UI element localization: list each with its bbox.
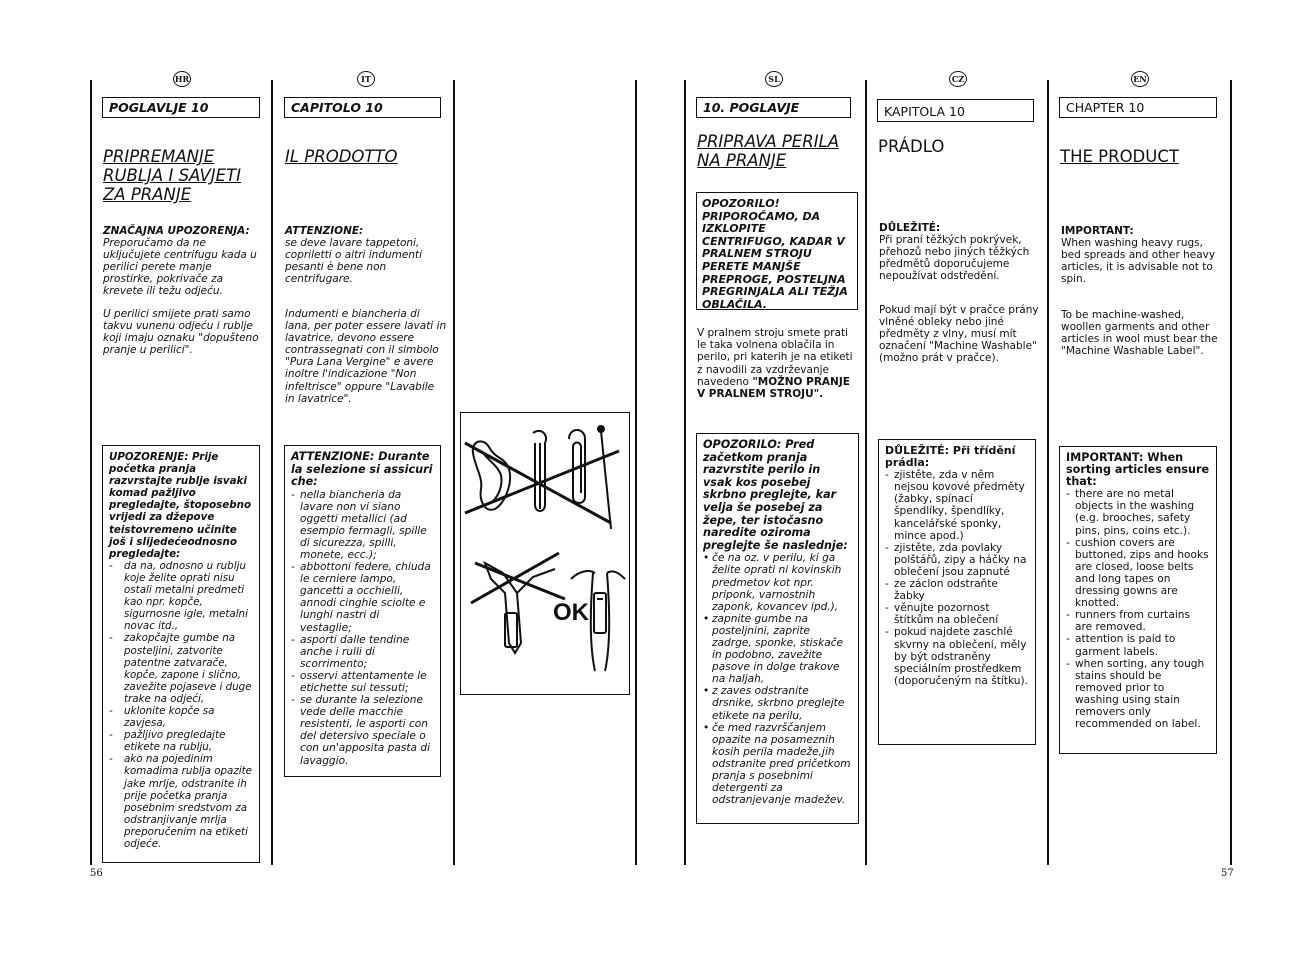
section-title-sl: PRIPRAVA PERILA NA PRANJE — [697, 132, 840, 170]
list-item: - attention is paid to garment labels. — [1066, 633, 1210, 657]
warning-body-it: se deve lavare tappetoni, copriletti o altri indumenti pesanti è bene non centrifugare. — [285, 237, 423, 286]
warning-text-cz — [879, 222, 1041, 282]
chapter-heading-cz: KAPITOLA 10 — [877, 99, 1034, 122]
warning-heading-hr: ZNAČAJNA UPOZORENJA: — [103, 225, 250, 237]
list-item: - pokud najdete zaschlé skvrny na oblečení, měly by být odstraněny speciálním prostředkem (doporučeným na štítku). — [885, 626, 1029, 686]
warning-text-it — [285, 225, 445, 285]
section-title-cz: PRÁDLO — [878, 137, 945, 156]
warning-box-sl — [696, 192, 858, 310]
list-item: - nella biancheria da lavare non vi siano oggetti metallici (ad esempio fermagli, spille di sicurezza, spilli, monete, ecc.); — [291, 489, 434, 562]
language-flag-hr: HR — [173, 71, 191, 87]
sorting-box-hr — [102, 445, 260, 863]
chapter-heading-en: CHAPTER 10 — [1059, 97, 1217, 118]
list-item: - zakopčajte gumbe na posteljini, zatvorite patentne zatvarače, kopče, zapone i slično, zavežite pojaseve i duge trake na odjeći, — [109, 632, 253, 705]
warning-heading-it: ATTENZIONE: — [285, 225, 364, 237]
sorting-list-it — [291, 489, 434, 767]
ok-label: OK — [553, 599, 589, 626]
sorting-list-en — [1066, 488, 1210, 730]
wool-text-cz: Pokud mají být v pračce prány vlněné obleky nebo jiné předměty z vlny, musí mít označení "Machine Washable" (možno prát v pračce). — [879, 304, 1039, 365]
list-item: - asporti dalle tendine anche i rulli di scorrimento; — [291, 634, 434, 670]
language-flag-en: EN — [1131, 71, 1149, 87]
wool-bold-sl: "MOŽNO PRANJE V PRALNEM STROJU". — [697, 375, 850, 401]
list-item: - ze záclon odstraňte žabky — [885, 578, 1029, 602]
wool-text-en: To be machine-washed, woollen garments and other articles in wool must bear the "Machine Washable Label". — [1061, 309, 1218, 358]
list-item: • če med razvrščanjem opazite na posameznih kosih perila madeže,jih odstranite pred pričetkom pranja s posebnimi detergenti za odstranjevanje madežev. — [703, 722, 852, 807]
chapter-heading-sl: 10. POGLAVJE — [696, 97, 851, 118]
sorting-box-sl — [696, 433, 859, 824]
sorting-box-it — [284, 445, 441, 777]
warning-body-cz: Při praní těžkých pokrývek, přehozů nebo jiných těžkých předmětů doporučujeme nepoužívat odstředění. — [879, 234, 1030, 283]
sorting-list-hr — [109, 560, 253, 850]
warning-body-hr: Preporučamo da ne uključujete centrifugu kada u perilici perete manje prostirke, pokrivače za krevete ili težu odjeću. — [103, 237, 257, 298]
warning-heading-en: IMPORTANT: — [1061, 225, 1134, 237]
language-flag-cz: CZ — [949, 71, 967, 87]
list-item: - věnujte pozornost štítkům na oblečení — [885, 602, 1029, 626]
warning-body-en: When washing heavy rugs, bed spreads and other heavy articles, it is advisable not to spin. — [1061, 237, 1216, 286]
wool-text-hr: U perilici smijete prati samo takvu vunenu odjeću i rublje koji imaju oznaku "dopušteno pranje u perilici". — [103, 308, 259, 357]
list-item: • z zaves odstranite drsnike, skrbno preglejte etikete na perilu, — [703, 685, 852, 721]
sorting-list-cz — [885, 469, 1029, 687]
column-rule — [865, 80, 867, 865]
pin-icon — [601, 431, 611, 529]
sorting-box-en — [1059, 446, 1217, 754]
page-number-right: 57 — [1221, 868, 1234, 879]
list-item: - se durante la selezione vede delle macchie resistenti, le asporti con del detersivo speciale o con un'apposita pasta di lavaggio. — [291, 694, 434, 767]
list-item: - runners from curtains are removed. — [1066, 609, 1210, 633]
warning-text-hr — [103, 225, 263, 298]
list-item: - there are no metal objects in the washing (e.g. brooches, safety pins, pins, coins etc.). — [1066, 488, 1210, 536]
wool-text-it: Indumenti e biancheria di lana, per poter essere lavati in lavatrice, devono essere contrassegnati con il simbolo "Pura Lana Vergine" e avere inoltre l'indicazione "Non infeltrisce" oppure "Lavabile in lavatrice". — [285, 308, 447, 405]
section-title-en: THE PRODUCT — [1060, 147, 1179, 166]
page-number-left: 56 — [90, 868, 103, 879]
column-rule — [90, 80, 92, 865]
column-rule — [1230, 80, 1232, 865]
sorting-box-cz — [878, 439, 1036, 745]
sorting-illustration — [460, 412, 630, 695]
sorting-heading-sl: OPOZORILO: Pred začetkom pranja razvrstite perilo in vsak kos posebej skrbno preglejte, kar velja še posebej za žepe, ter istočasno naredite oziroma preglejte še naslednje: — [703, 438, 848, 552]
list-item: - zjistěte, zda povlaky polštářů, zipy a háčky na oblečení jsou zapnuté — [885, 542, 1029, 578]
list-item: - when sorting, any tough stains should be removed prior to washing using stain removers only recommended on label. — [1066, 658, 1210, 731]
illustration-drawing — [461, 413, 628, 693]
column-rule — [453, 80, 455, 865]
warning-text-en — [1061, 225, 1223, 285]
sorting-heading-cz: DŮLEŽITÉ: Při třídění prádla: — [885, 444, 1016, 470]
list-item: • če na oz. v perilu, ki ga želite oprati ni kovinskih predmetov kot npr. priponk, varnostnih zaponk, kovancev ipd.), — [703, 552, 852, 612]
column-rule — [1047, 80, 1049, 865]
list-item: - osservi attentamente le etichette sui tessuti; — [291, 670, 434, 694]
chapter-heading-it: CAPITOLO 10 — [284, 97, 441, 118]
list-item: - cushion covers are buttoned, zips and hooks are closed, loose belts and long tapes on dressing gowns are knotted. — [1066, 537, 1210, 610]
list-item: - da na, odnosno u rublju koje želite oprati nisu ostali metalni predmeti kao npr. kopče, sigurnosne igle, metalni novac itd., — [109, 560, 253, 633]
list-item: - uklonite kopče sa zavjesa, — [109, 705, 253, 729]
list-item: - ako na pojedinim komadima rublja opazite jake mrlje, odstranite ih prije početka pranja posebnim sredstvom za odstranjivanje mrlja preporučenim na etiketi odjeće. — [109, 753, 253, 850]
list-item: - pažljivo pregledajte etikete na rublju, — [109, 729, 253, 753]
warning-text-sl: OPOZORILO! PRIPOROČAMO, DA IZKLOPITE CENTRIFUGO, KADAR V PRALNEM STROJU PERETE MANJŠE PREPROGE, POSTELJNA PREGRINJALA ALI TEŽJA OBLAČILA. — [702, 197, 848, 311]
wool-body-sl: V pralnem stroju smete prati le taka volnena oblačila in perilo, pri katerih je na etiketi z navodili za vzdrževanje navedeno — [697, 327, 853, 388]
sorting-heading-it: ATTENZIONE: Durante la selezione si assicuri che: — [291, 450, 433, 488]
section-title-it: IL PRODOTTO — [285, 147, 398, 166]
chapter-heading-hr: POGLAVLJE 10 — [102, 97, 260, 118]
page-fold-rule — [684, 80, 686, 865]
language-flag-it: IT — [357, 71, 375, 87]
wool-text-sl — [697, 327, 859, 400]
column-rule — [271, 80, 273, 865]
sorting-heading-en: IMPORTANT: When sorting articles ensure that: — [1066, 451, 1210, 489]
list-item: • zapnite gumbe na posteljnini, zaprite zadrge, sponke, stiskače in podobno, zavežite pasove in dolge trakove na haljah, — [703, 613, 852, 686]
language-flag-sl: SL — [765, 71, 783, 87]
cross-out-line — [465, 451, 619, 513]
sorting-heading-hr: UPOZORENJE: Prije početka pranja razvrstajte rublje isvaki komad pažljivo pregledajte, štoposebno vrijedi za džepove teistovremeno učinite još i slijedećeodnosno pregledajte: — [109, 451, 252, 560]
sorting-list-sl — [703, 552, 852, 806]
list-item: - zjistěte, zda v něm nejsou kovové předměty (žabky, spínací špendlíky, špendlíky, kancelářské sponky, mince apod.) — [885, 469, 1029, 542]
section-title-hr: PRIPREMANJE RUBLJA I SAVJETI ZA PRANJE — [103, 147, 242, 204]
page-fold-rule — [635, 80, 637, 865]
list-item: - abbottoni federe, chiuda le cerniere lampo, gancetti a occhielli, annodi cinghie sciolte e lunghi nastri di vestaglie; — [291, 561, 434, 634]
warning-heading-cz: DŮLEŽITÉ: — [879, 222, 941, 234]
